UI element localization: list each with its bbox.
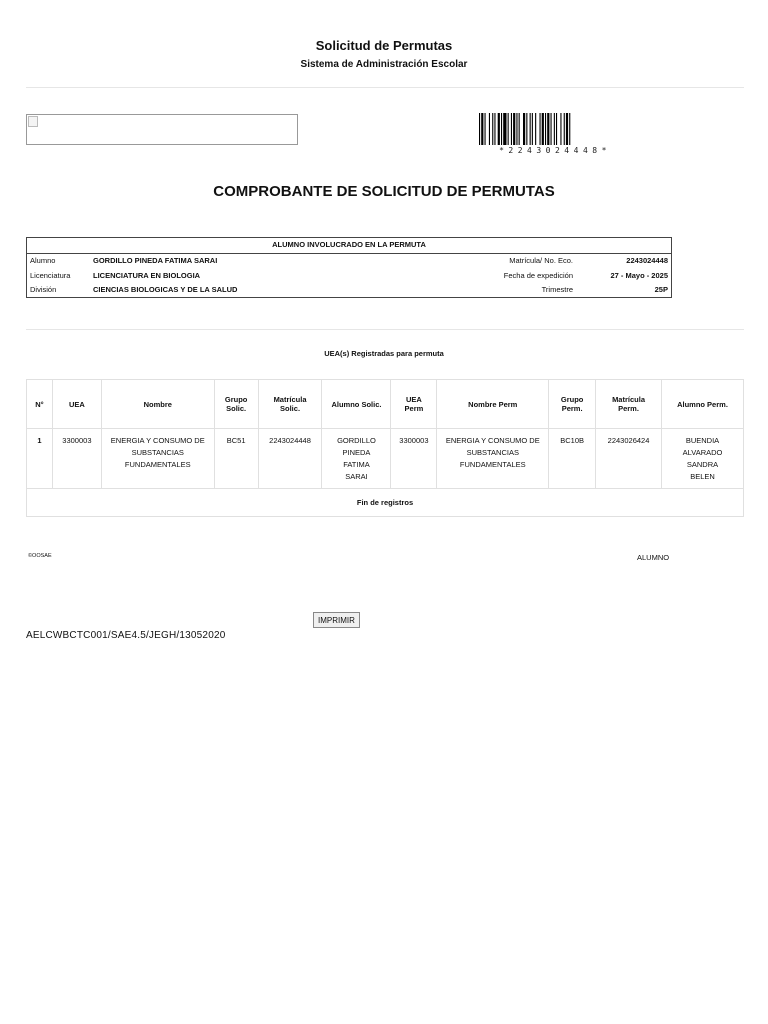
cell-matricula-solic: 2243024448 [258, 429, 322, 489]
barcode-bar [566, 113, 568, 145]
end-of-records-text: Fin de registros [27, 489, 744, 517]
column-header-nombre-perm: Nombre Perm [437, 380, 549, 429]
barcode-bar [489, 113, 490, 145]
document-code: AELCWBCTC001/SAE4.5/JEGH/13052020 [26, 630, 226, 641]
barcode-bar [501, 113, 502, 145]
barcode-bar [511, 113, 512, 145]
column-header-grupo-solic: Grupo Solic. [214, 380, 258, 429]
student-row-label: Licenciatura [30, 270, 71, 280]
barcode-bar [535, 113, 536, 145]
student-info-heading: ALUMNO INVOLUCRADO EN LA PERMUTA [27, 238, 671, 254]
barcode-bar [530, 113, 531, 145]
barcode-bar [481, 113, 483, 145]
barcode-bar [498, 113, 500, 145]
header-divider [26, 87, 744, 88]
barcode-bar [503, 113, 506, 145]
student-row-right-label: Trimestre [541, 285, 573, 294]
barcode-bar [532, 113, 533, 145]
institution-logo-image [26, 114, 298, 145]
cell-nombre-perm: ENERGIA Y CONSUMO DE SUBSTANCIAS FUNDAMENTALES [437, 429, 549, 489]
barcode-bar [554, 113, 555, 145]
barcode-bar [560, 113, 561, 145]
document-title: COMPROBANTE DE SOLICITUD DE PERMUTAS [213, 183, 555, 200]
column-header-alumno-solic: Alumno Solic. [322, 380, 391, 429]
print-button[interactable]: IMPRIMIR [313, 612, 360, 628]
column-header-alumno-perm: Alumno Perm. [661, 380, 743, 429]
cell-uea: 3300003 [52, 429, 101, 489]
barcode-bar [569, 113, 570, 145]
barcode-bar [492, 113, 493, 145]
barcode-bar [545, 113, 546, 145]
cell-alumno-solic: GORDILLO PINEDA FATIMA SARAI [322, 429, 391, 489]
cell-alumno-perm: BUENDIA ALVARADO SANDRA BELEN [661, 429, 743, 489]
student-row-right-value: 27 - Mayo - 2025 [610, 270, 668, 280]
barcode-bar [479, 113, 480, 145]
broken-image-icon [28, 116, 38, 127]
student-row-alumno [27, 254, 671, 269]
barcode-bar [513, 113, 515, 145]
barcode-bar [508, 113, 509, 145]
student-row-value: CIENCIAS BIOLOGICAS Y DE LA SALUD [93, 285, 238, 294]
page-subtitle: Sistema de Administración Escolar [300, 59, 468, 70]
column-header-nombre: Nombre [101, 380, 214, 429]
student-row-right-label: Fecha de expedición [503, 270, 573, 280]
cell-grupo-perm: BC10B [549, 429, 596, 489]
barcode-bar [551, 113, 552, 145]
uea-table-header-row [27, 380, 744, 429]
column-header-uea: UEA [52, 380, 101, 429]
barcode-bar [564, 113, 565, 145]
page-title: Solicitud de Permutas [315, 38, 453, 53]
cell-nombre: ENERGIA Y CONSUMO DE SUBSTANCIAS FUNDAMENTALES [101, 429, 214, 489]
barcode-text: *2243024448* [499, 146, 611, 155]
student-info-table [26, 237, 672, 298]
cell-matricula-perm: 2243026424 [596, 429, 662, 489]
student-row-value: GORDILLO PINEDA FATIMA SARAI [93, 256, 218, 265]
barcode-bar [485, 113, 486, 145]
table-end-row [27, 489, 744, 517]
column-header-matricula-perm: Matrícula Perm. [596, 380, 662, 429]
column-header-grupo-perm: Grupo Perm. [549, 380, 596, 429]
barcode-bar [516, 113, 517, 145]
barcode-bar [494, 113, 495, 145]
table-row [27, 429, 744, 489]
column-header-matricula-solic: Matrícula Solic. [258, 380, 322, 429]
student-row-right-value: 25P [654, 285, 668, 294]
barcode-bar [523, 113, 525, 145]
barcode-bar [542, 113, 544, 145]
student-row-division [27, 283, 671, 298]
role-label: ALUMNO [637, 553, 670, 562]
barcode-bar [526, 113, 527, 145]
student-row-right-value: 2243024448 [626, 256, 668, 265]
uea-table [26, 379, 744, 517]
cell-num: 1 [27, 429, 53, 489]
barcode-bar [519, 113, 520, 145]
cell-uea-perm: 3300003 [391, 429, 437, 489]
copyright-text: ©OOSAE [28, 553, 52, 559]
student-row-label: Alumno [30, 256, 56, 265]
column-header-num: N° [27, 380, 53, 429]
cell-grupo-solic: BC51 [214, 429, 258, 489]
barcode-bar [556, 113, 557, 145]
column-header-uea-perm: UEA Perm [391, 380, 437, 429]
student-row-value: LICENCIATURA EN BIOLOGIA [93, 270, 201, 280]
barcode-bar [540, 113, 541, 145]
student-row-right-label: Matrícula/ No. Eco. [509, 256, 573, 265]
barcode-image [479, 113, 631, 145]
student-row-licenciatura [27, 269, 671, 284]
barcode-bar [547, 113, 549, 145]
section-divider [26, 329, 744, 330]
student-row-label: División [30, 285, 57, 294]
uea-section-caption: UEA(s) Registradas para permuta [324, 349, 444, 358]
